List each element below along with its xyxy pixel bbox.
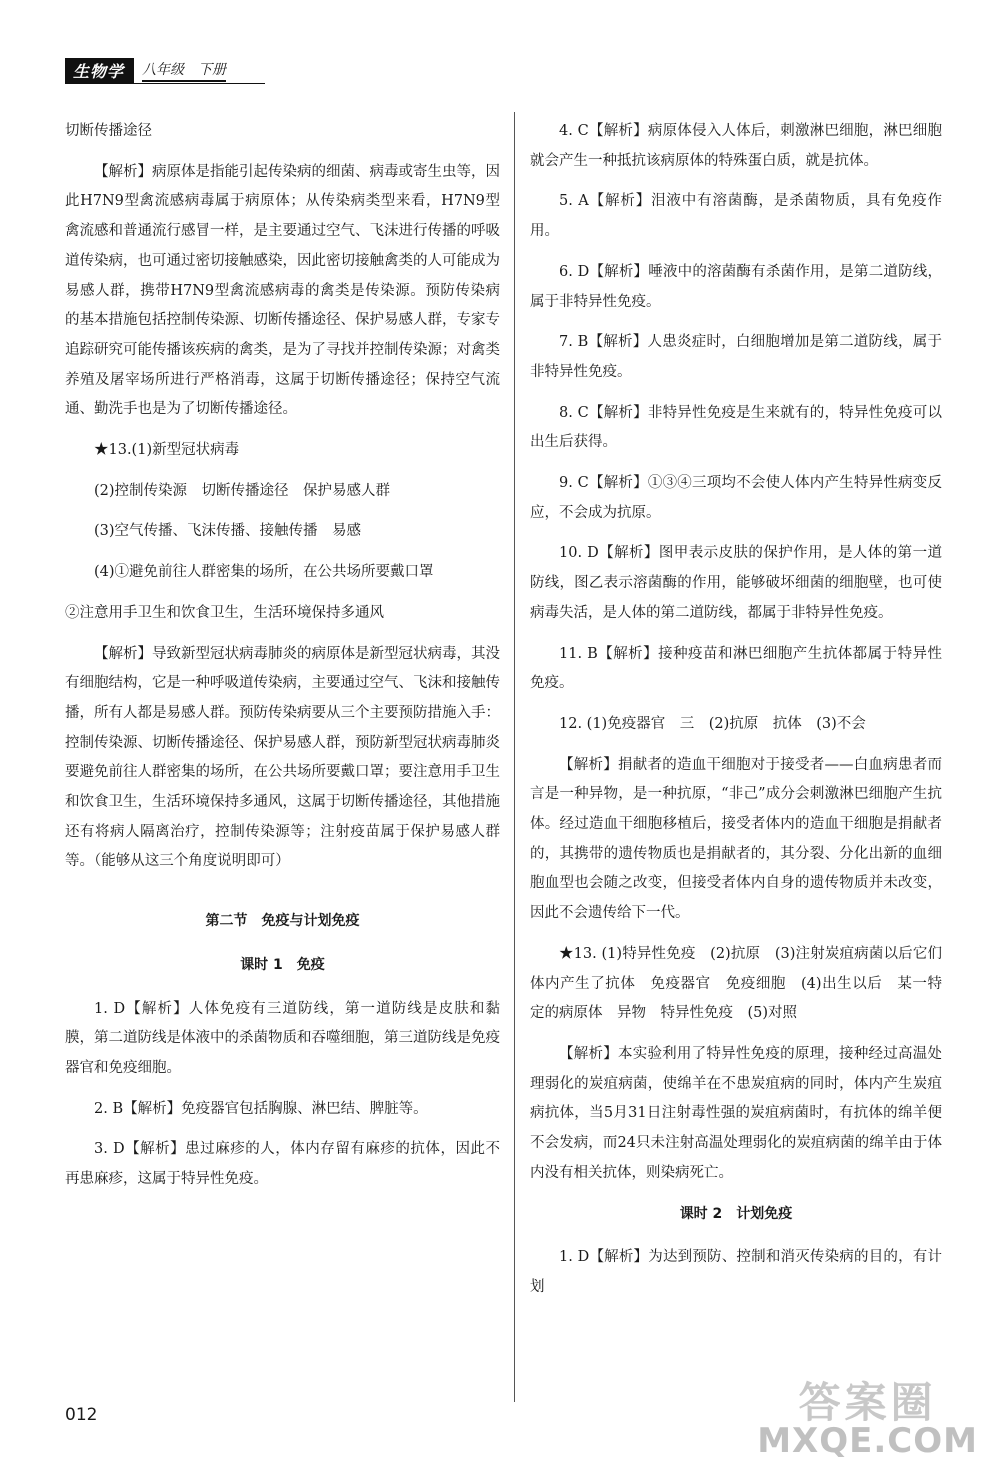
answer-item: 4. C【解析】病原体侵入人体后，刺激淋巴细胞，淋巴细胞就会产生一种抵抗该病原体的特殊蛋白质，就是抗体。 [530, 123, 942, 169]
analysis-paragraph: 【解析】捐献者的造血干细胞对于接受者——白血病患者而言是一种异物，是一种抗原，“非己”成分会刺激淋巴细胞产生抗体。经过造血干细胞移植后，接受者体内的造血干细胞是捐献者的，其携带的遗传物质也是捐献者的，其分裂、分化出新的血细胞血型也会随之改变，但接受者体内自身的遗传物质并未改变，因此不会遗传给下一代。 [530, 756, 942, 922]
analysis-paragraph: 【解析】本实验利用了特异性免疫的原理，接种经过高温处理弱化的炭疽病菌，使绵羊在不患炭疽病的同时，体内产生炭疽病抗体，当5月31日注射毒性强的炭疽病菌时，有抗体的绵羊便不会发病，而24只未注射高温处理弱化的炭疽病菌的绵羊由于体内没有相关抗体，则染病死亡。 [530, 1045, 942, 1181]
answer-item: 12. (1)免疫器官 三 (2)抗原 抗体 (3)不会 [559, 715, 866, 732]
column-divider [514, 112, 515, 1402]
answer-item: 3. D【解析】患过麻疹的人，体内存留有麻疹的抗体，因此不再患麻疹，这属于特异性免疫。 [65, 1141, 500, 1188]
answer-item: 7. B【解析】人患炎症时，白细胞增加是第二道防线，属于非特异性免疫。 [530, 334, 942, 380]
answer-line: (3)空气传播、飞沫传播、接触传播 易感 [94, 523, 362, 540]
analysis-paragraph: 【解析】导致新型冠状病毒肺炎的病原体是新型冠状病毒，其没有细胞结构，它是一种呼吸道传染病，主要通过空气、飞沫和接触传播，所有人都是易感人群。预防传染病要从三个主要预防措施入手：控制传染源、切断传播途径、保护易感人群，预防新型冠状病毒肺炎要避免前往人群密集的场所，在公共场所要戴口罩；要注意用手卫生和饮食卫生，生活环境保持多通风，这属于切断传播途径，其他措施还有将病人隔离治疗，控制传染源等；注射疫苗属于保护易感人群等。（能够从这三个角度说明即可） [65, 645, 500, 870]
grade-label: 八年级 下册 [142, 59, 226, 82]
answer-item: 1. D【解析】人体免疫有三道防线，第一道防线是皮肤和黏膜，第二道防线是体液中的杀菌物质和吞噬细胞，第三道防线是免疫器官和免疫细胞。 [65, 1000, 500, 1076]
answer-line: ★13.(1)新型冠状病毒 [94, 442, 240, 459]
answer-line: (4)①避免前往人群密集的场所，在公共场所要戴口罩 [94, 564, 434, 581]
answer-item: 5. A【解析】泪液中有溶菌酶，是杀菌物质，具有免疫作用。 [530, 193, 942, 240]
answer-item: 1. D【解析】为达到预防、控制和消灭传染病的目的，有计划 [530, 1249, 942, 1295]
answer-item: 9. C【解析】①③④三项均不会使人体内产生特异性病变反应，不会成为抗原。 [530, 475, 942, 521]
answer-item: 2. B【解析】免疫器官包括胸腺、淋巴结、脾脏等。 [94, 1100, 428, 1117]
answer-line: ②注意用手卫生和饮食卫生，生活环境保持多通风 [65, 604, 384, 621]
answer-item: 11. B【解析】接种疫苗和淋巴细胞产生抗体都属于特异性免疫。 [530, 645, 942, 692]
watermark-logo [757, 1378, 978, 1461]
header-rule [65, 83, 265, 84]
watermark-url: MXQE.COM [757, 1421, 978, 1461]
right-column [530, 117, 942, 1314]
answer-line: (2)控制传染源 切断传播途径 保护易感人群 [94, 482, 391, 499]
paragraph: 切断传播途径 [65, 123, 152, 139]
subject-badge: 生物学 [65, 58, 134, 83]
answer-item: 6. D【解析】唾液中的溶菌酶有杀菌作用，是第二道防线，属于非特异性免疫。 [530, 263, 942, 310]
section-title: 第二节 免疫与计划免疫 [205, 913, 360, 930]
lesson-title: 课时 2 计划免疫 [679, 1205, 793, 1222]
left-column [65, 117, 500, 1206]
lesson-title: 课时 1 免疫 [240, 956, 325, 973]
answer-item: ★13. (1)特异性免疫 (2)抗原 (3)注射炭疽病菌以后它们体内产生了抗体 免疫器官 免疫细胞 (4)出生以后 某一特定的病原体 异物 特异性免疫 (5)对照 [530, 945, 942, 1022]
analysis-paragraph: 【解析】病原体是指能引起传染病的细菌、病毒或寄生虫等，因此H7N9型禽流感病毒属于病原体；从传染病类型来看，H7N9型禽流感和普通流行感冒一样，是主要通过空气、飞沫进行传播的呼吸道传染病，也可通过密切接触感染，因此密切接触禽类的人可能成为易感人群，携带H7N9型禽流感病毒的禽类是传染源。预防传染病的基本措施包括控制传染源、切断传播途径、保护易感人群，专家专追踪研究可能传播该疾病的禽类，是为了寻找并控制传染源；对禽类养殖及屠宰场所进行严格消毒，这属于切断传播途径；保持空气流通、勤洗手也是为了切断传播途径。 [65, 163, 500, 418]
answer-item: 8. C【解析】非特异性免疫是生来就有的，特异性免疫可以出生后获得。 [530, 404, 942, 451]
watermark-text: 答案圈 [798, 1378, 937, 1427]
page-header [65, 58, 226, 83]
answer-item: 10. D【解析】图甲表示皮肤的保护作用，是人体的第一道防线，图乙表示溶菌酶的作用，能够破坏细菌的细胞壁，也可使病毒失活，是人体的第二道防线，都属于非特异性免疫。 [530, 545, 942, 621]
page-number: 012 [65, 1405, 98, 1425]
